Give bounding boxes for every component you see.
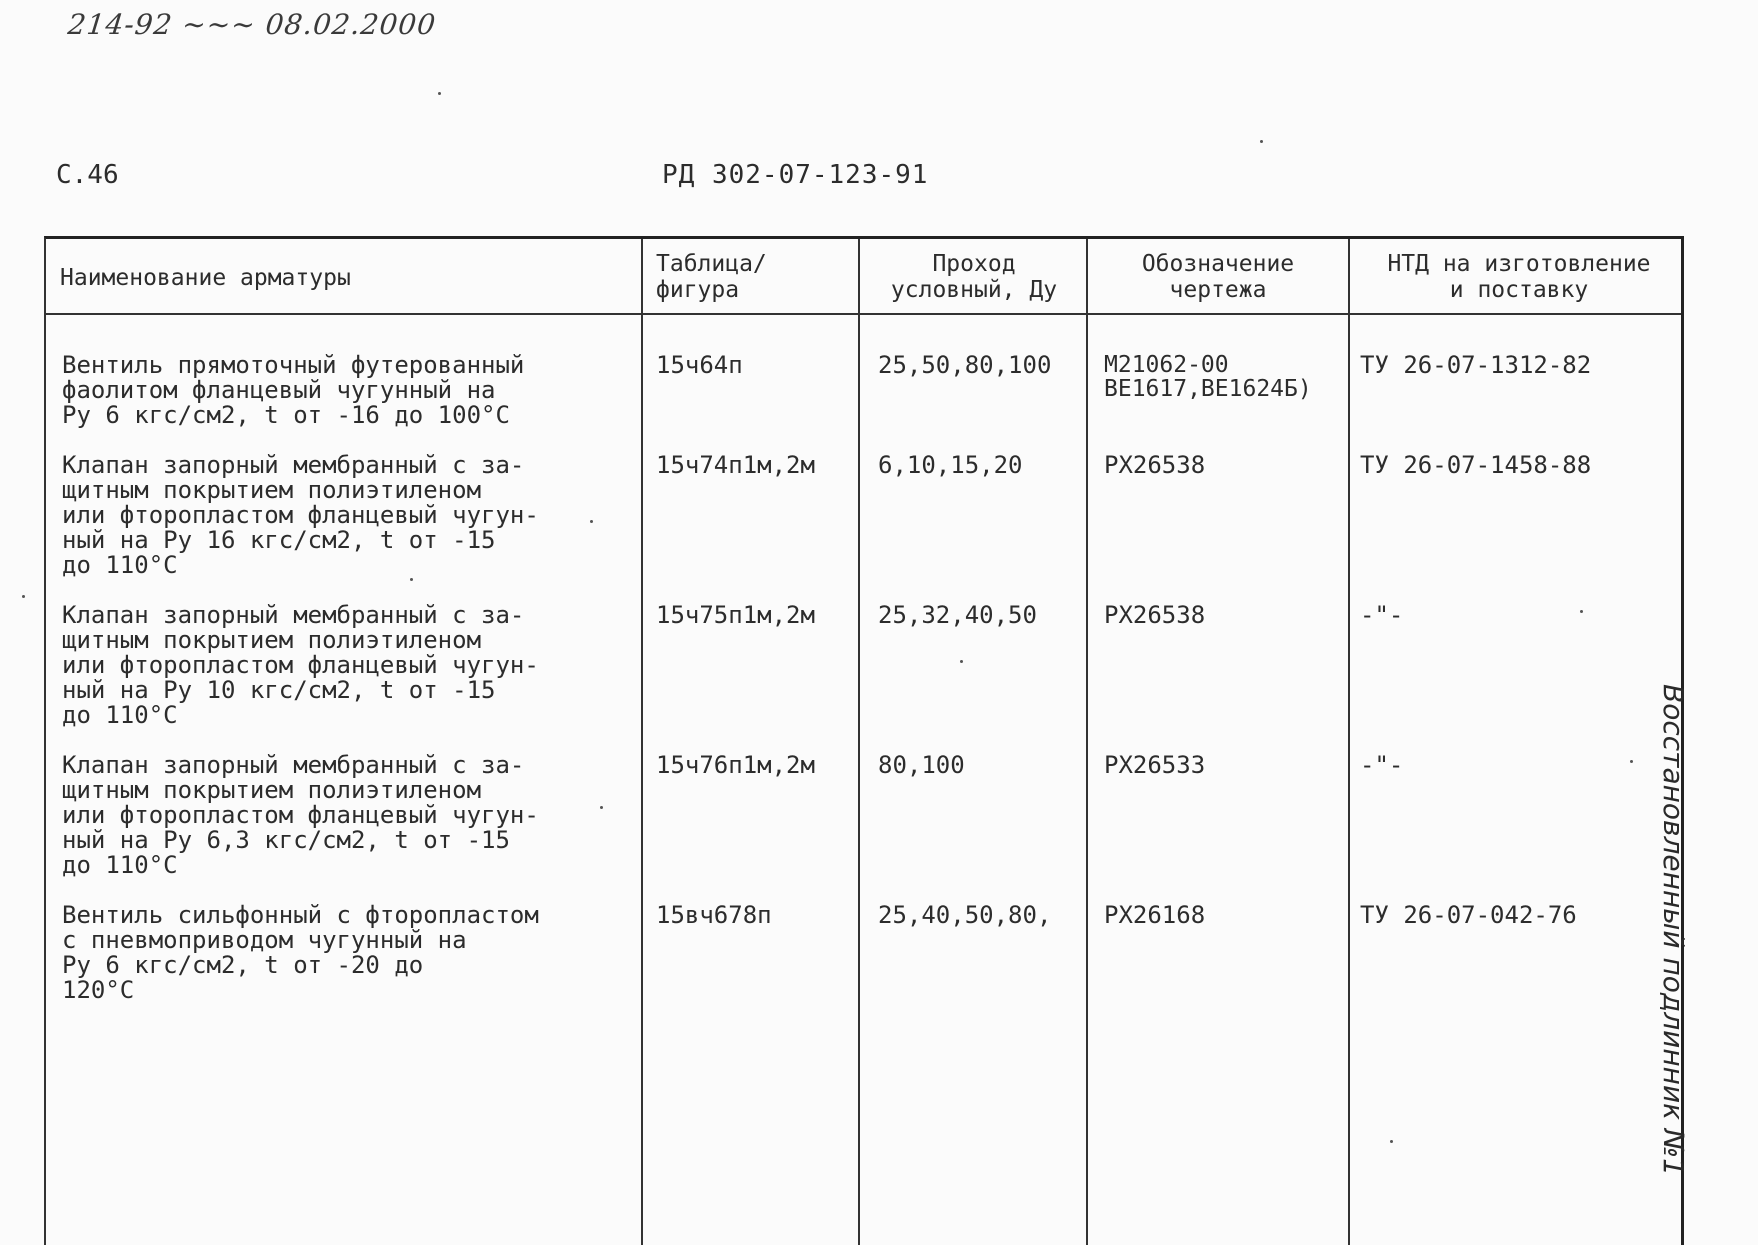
header-divider — [46, 313, 1681, 315]
header-figure: Таблица/ фигура — [656, 251, 767, 303]
column-divider — [641, 239, 643, 1245]
row-drawing: РХ26538 — [1104, 451, 1206, 479]
row-ntd: ТУ 26-07-042-76 — [1360, 901, 1577, 929]
row-name: Клапан запорный мембранный с за- щитным покрытием полиэтиленом или фторопластом фланцевый чугун- ный на Ру 10 кгс/см2, t от -15 до 110°С — [62, 601, 539, 729]
row-name: Вентиль прямоточный футерованный фаолитом фланцевый чугунный на Ру 6 кгс/см2, t от -16 до 100°С — [62, 351, 525, 429]
row-name: Вентиль сильфонный с фторопластом с пневмоприводом чугунный на Ру 6 кгс/см2, t от -20 до 120°С — [62, 901, 539, 1004]
scan-speck — [1390, 1140, 1393, 1143]
scan-speck — [22, 595, 25, 598]
scan-speck — [1580, 610, 1583, 613]
row-drawing: РХ26533 — [1104, 751, 1206, 779]
row-drawing: М21062-00 ВЕ1617,ВЕ1624Б) — [1104, 352, 1312, 402]
column-divider — [1086, 239, 1088, 1245]
row-figure: 15ч75п1м,2м — [656, 601, 815, 629]
row-name: Клапан запорный мембранный с за- щитным покрытием полиэтиленом или фторопластом фланцевый чугун- ный на Ру 16 кгс/см2, t от -15 до 110°С — [62, 451, 539, 579]
row-figure: 15ч74п1м,2м — [656, 451, 815, 479]
row-ntd: -"- — [1360, 751, 1404, 779]
header-dn: Проход условный, Ду — [890, 251, 1058, 303]
page-number: С.46 — [56, 160, 119, 190]
row-dn: 25,50,80,100 — [878, 351, 1052, 379]
row-figure: 15ч76п1м,2м — [656, 751, 815, 779]
scan-speck — [600, 806, 603, 809]
row-dn: 6,10,15,20 — [878, 451, 1023, 479]
scan-speck — [590, 520, 593, 523]
row-drawing: РХ26168 — [1104, 901, 1206, 929]
row-figure: 15ч64п — [656, 351, 743, 379]
side-note: Восстановленный подлинник №1 — [1657, 684, 1690, 1176]
scan-speck — [1630, 760, 1633, 763]
row-dn: 25,40,50,80, — [878, 901, 1052, 929]
row-dn: 80,100 — [878, 751, 965, 779]
handwritten-note: 214-92 ~~~ 08.02.2000 — [66, 8, 438, 41]
row-ntd: ТУ 26-07-1458-88 — [1360, 451, 1592, 479]
row-name: Клапан запорный мембранный с за- щитным покрытием полиэтиленом или фторопластом фланцевый чугун- ный на Ру 6,3 кгс/см2, t от -15 до 110°С — [62, 751, 539, 879]
row-ntd: ТУ 26-07-1312-82 — [1360, 351, 1592, 379]
scan-speck — [1260, 140, 1263, 143]
document-code: РД 302-07-123-91 — [662, 160, 929, 190]
row-drawing: РХ26538 — [1104, 601, 1206, 629]
row-ntd: -"- — [1360, 601, 1404, 629]
scan-speck — [438, 92, 441, 95]
header-ntd: НТД на изготовление и поставку — [1387, 251, 1651, 303]
header-name: Наименование арматуры — [60, 265, 351, 291]
column-divider — [858, 239, 860, 1245]
column-divider — [1348, 239, 1350, 1245]
valve-table — [44, 236, 1684, 1245]
header-drawing: Обозначение чертежа — [1141, 251, 1295, 303]
scan-speck — [960, 660, 963, 663]
scan-speck — [410, 578, 413, 581]
row-dn: 25,32,40,50 — [878, 601, 1037, 629]
row-figure: 15вч678п — [656, 901, 772, 929]
